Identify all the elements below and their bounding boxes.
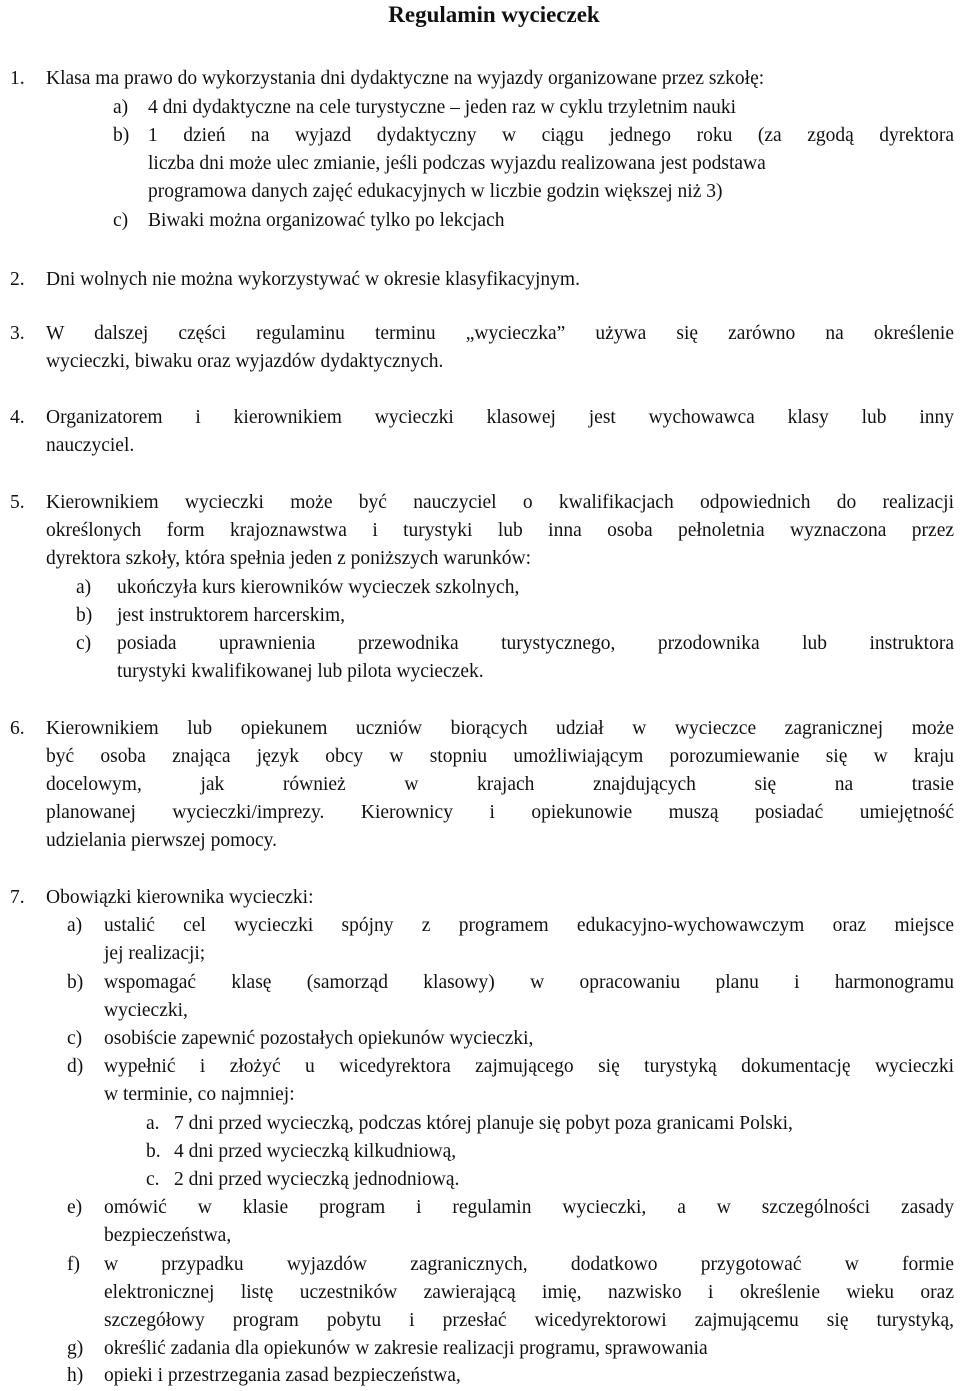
subitem-marker: a) [67, 915, 83, 936]
paragraph-line: Obowiązki kierownika wycieczki: [46, 887, 314, 908]
paragraph-line: jest instruktorem harcerskim, [117, 605, 345, 626]
item-number: 4. [10, 407, 25, 428]
paragraph-line: bezpieczeństwa, [104, 1225, 232, 1246]
document-title: Regulamin wycieczek [388, 2, 600, 27]
item-number: 5. [10, 492, 25, 513]
paragraph-line: szczegółowy program pobytu i przesłać wicedyrektorowi zajmującemu się turystyką, [104, 1310, 954, 1331]
item-number: 2. [10, 269, 25, 290]
subitem-marker: h) [67, 1365, 84, 1386]
paragraph-line: Kierownikiem wycieczki może być nauczyciel o kwalifikacjach odpowiednich do realizacji [46, 492, 954, 513]
subitem-marker: b) [113, 125, 130, 146]
paragraph-line: dyrektora szkoły, która spełnia jeden z poniższych warunków: [46, 548, 531, 569]
paragraph-line: Klasa ma prawo do wykorzystania dni dydaktyczne na wyjazdy organizowane przez szkołę: [46, 68, 765, 89]
subitem-marker: b) [76, 605, 93, 626]
item-number: 7. [10, 887, 25, 908]
item-number: 3. [10, 323, 25, 344]
paragraph-line: 4 dni dydaktyczne na cele turystyczne – jeden raz w cyklu trzyletnim nauki [148, 97, 737, 118]
paragraph-line: udzielania pierwszej pomocy. [46, 830, 278, 851]
paragraph-line: ukończyła kurs kierowników wycieczek szkolnych, [117, 577, 520, 598]
item-number: 6. [10, 718, 25, 739]
paragraph-line: wypełnić i złożyć u wicedyrektora zajmującego się turystyką dokumentację wycieczki [104, 1056, 954, 1077]
paragraph-line: w przypadku wyjazdów zagranicznych, dodatkowo przygotować w formie [104, 1254, 954, 1275]
item-number: 1. [10, 68, 25, 89]
paragraph-line: Biwaki można organizować tylko po lekcjach [148, 210, 505, 231]
paragraph-line: być osoba znająca język obcy w stopniu umożliwiającym porozumiewanie się w kraju [46, 746, 954, 767]
paragraph-line: planowanej wycieczki/imprezy. Kierownicy i opiekunowie muszą posiadać umiejętność [46, 802, 954, 823]
paragraph-line: wspomagać klasę (samorząd klasowy) w opracowaniu planu i harmonogramu [104, 972, 954, 993]
paragraph-line: Dni wolnych nie można wykorzystywać w okresie klasyfikacyjnym. [46, 269, 580, 290]
paragraph-line: wycieczki, biwaku oraz wyjazdów dydaktycznych. [46, 351, 444, 372]
subitem-marker: c) [67, 1028, 83, 1049]
paragraph-line: jej realizacji; [104, 943, 206, 964]
subitem-marker: c) [113, 210, 129, 231]
paragraph-line: elektronicznej listę uczestników zawierającą imię, nazwisko i określenie wieku oraz [104, 1282, 954, 1303]
paragraph-line: W dalszej części regulaminu terminu „wycieczka” używa się zarówno na określenie [46, 323, 954, 344]
subitem-marker: a) [113, 97, 129, 118]
paragraph-line: opieki i przestrzegania zasad bezpieczeństwa, [104, 1365, 461, 1386]
paragraph-line: w terminie, co najmniej: [104, 1084, 295, 1105]
subitem-marker: b) [67, 972, 84, 993]
paragraph-line: programowa danych zajęć edukacyjnych w liczbie godzin większej niż 3) [148, 181, 723, 202]
subitem-marker: c. [146, 1169, 160, 1190]
paragraph-line: liczba dni może ulec zmianie, jeśli podczas wyjazdu realizowana jest podstawa [148, 153, 766, 174]
subitem-marker: b. [146, 1141, 161, 1162]
paragraph-line: posiada uprawnienia przewodnika turystycznego, przodownika lub instruktora [117, 633, 954, 654]
subitem-marker: c) [76, 633, 92, 654]
paragraph-line: 4 dni przed wycieczką kilkudniową, [174, 1141, 457, 1162]
subitem-marker: f) [67, 1254, 80, 1275]
paragraph-line: turystyki kwalifikowanej lub pilota wycieczek. [117, 661, 484, 682]
paragraph-line: określić zadania dla opiekunów w zakresie realizacji programu, sprawowania [104, 1338, 708, 1359]
paragraph-line: 2 dni przed wycieczką jednodniową. [174, 1169, 460, 1190]
paragraph-line: osobiście zapewnić pozostałych opiekunów wycieczki, [104, 1028, 534, 1049]
paragraph-line: 1 dzień na wyjazd dydaktyczny w ciągu jednego roku (za zgodą dyrektora [148, 125, 954, 146]
paragraph-line: Kierownikiem lub opiekunem uczniów biorących udział w wycieczce zagranicznej może [46, 718, 954, 739]
subitem-marker: a. [146, 1113, 160, 1134]
paragraph-line: ustalić cel wycieczki spójny z programem edukacyjno-wychowawczym oraz miejsce [104, 915, 954, 936]
paragraph-line: 7 dni przed wycieczką, podczas której planuje się pobyt poza granicami Polski, [174, 1113, 793, 1134]
paragraph-line: wycieczki, [104, 1000, 188, 1021]
subitem-marker: e) [67, 1197, 83, 1218]
subitem-marker: g) [67, 1338, 84, 1359]
paragraph-line: określonych form krajoznawstwa i turystyki lub inna osoba pełnoletnia wyznaczona przez [46, 520, 954, 541]
subitem-marker: a) [76, 577, 92, 598]
paragraph-line: Organizatorem i kierownikiem wycieczki klasowej jest wychowawca klasy lub inny [46, 407, 954, 428]
subitem-marker: d) [67, 1056, 84, 1077]
paragraph-line: docelowym, jak również w krajach znajdujących się na trasie [46, 774, 954, 795]
paragraph-line: omówić w klasie program i regulamin wycieczki, a w szczególności zasady [104, 1197, 954, 1218]
paragraph-line: nauczyciel. [46, 435, 135, 456]
